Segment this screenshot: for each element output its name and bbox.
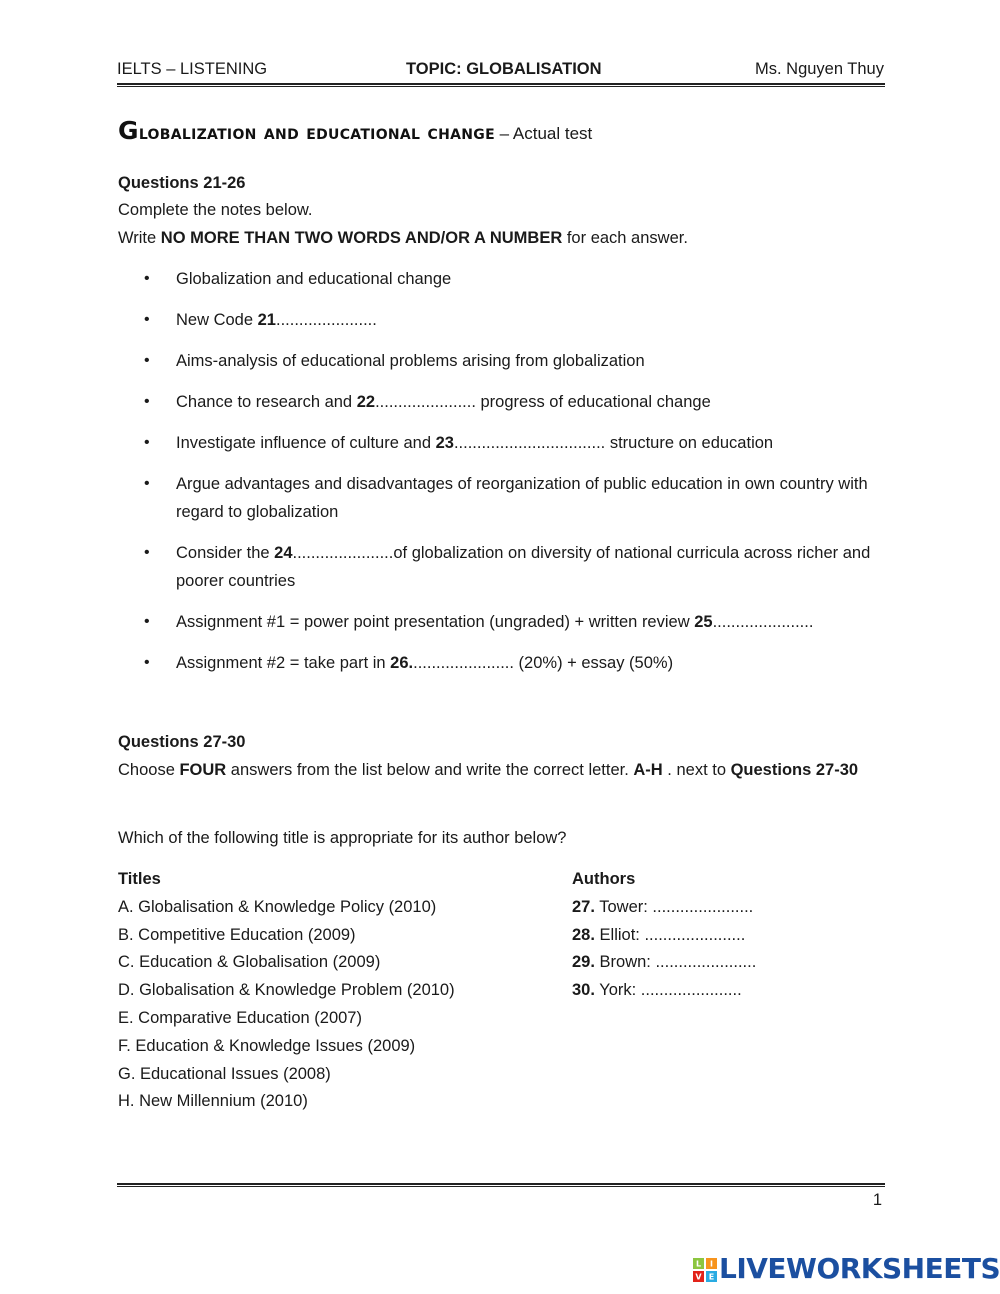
title-option: H. New Millennium (2010) [118,1092,308,1111]
titles-list [118,866,455,1116]
write-limit: NO MORE THAN TWO WORDS AND/OR A NUMBER [160,229,563,247]
authors-list [572,866,756,1005]
list-item [118,347,888,375]
note-text: Assignment #2 = take part in [176,654,391,672]
instr-bold: FOUR [179,761,227,779]
notes-list [118,265,888,690]
title-rest: lobalization and educational change [138,120,495,144]
write-suffix: for each answer. [562,229,688,247]
title-main [118,116,495,145]
note-text: Chance to research and [176,393,357,411]
title-initial: G [118,116,139,145]
note-text: Argue advantages and disadvantages of reorganization of public education in own country with regard to globalization [176,475,868,521]
page-number: 1 [872,1191,882,1209]
section1-instruction: Complete the notes below. [118,201,313,219]
author-row [572,922,756,950]
question-number: 29. [572,953,595,972]
author-row [572,977,756,1005]
list-item [118,649,888,677]
list-item [118,306,888,334]
page-header [117,60,884,82]
author-row [572,949,756,977]
author-answer-blank[interactable]: Tower: ...................... [594,897,754,916]
question-number: 22 [356,393,376,411]
page-title [118,116,592,145]
question-number: 30. [572,981,595,1000]
liveworksheets-wordmark: LIVEWORKSHEETS [719,1252,1000,1285]
answer-blank[interactable]: ...................... [712,613,814,631]
title-suffix: – Actual test [494,124,593,143]
note-text: Assignment #1 = power point presentation (ungraded) + written review [176,613,695,631]
instr-text: . next to [662,761,731,779]
instr-bold: A-H [633,761,663,779]
section1-word-limit [118,225,688,253]
svg-text:I: I [710,1259,713,1269]
author-answer-blank[interactable]: Elliot: ...................... [594,925,746,944]
note-text: Globalization and educational change [176,270,452,288]
question-number: 28. [572,925,595,944]
header-topic: TOPIC: GLOBALISATION [406,60,602,78]
question-number: 26. [390,654,414,672]
section2-heading: Questions 27-30 [118,733,246,751]
instr-text: answers from the list below and write the correct letter. [226,761,634,779]
section2-question: Which of the following title is appropriate for its author below? [118,829,567,847]
svg-text:L: L [695,1259,702,1269]
write-prefix: Write [118,229,161,247]
section1-heading: Questions 21-26 [118,174,246,192]
answer-blank[interactable]: ...................... progress of educational change [375,393,711,411]
list-item [118,388,888,416]
list-item [118,470,888,526]
note-text: New Code [176,311,258,329]
answer-blank[interactable]: ......................of globalization on diversity of national curricula across richer and poorer countries [176,544,871,590]
note-text: Aims-analysis of educational problems arising from globalization [176,352,645,370]
list-item [118,429,888,457]
author-answer-blank[interactable]: Brown: ...................... [594,953,757,972]
question-number: 25 [694,613,713,631]
authors-heading: Authors [572,870,636,888]
titles-heading: Titles [118,870,161,888]
answer-blank[interactable]: ...................... [275,311,377,329]
title-option: B. Competitive Education (2009) [118,925,356,944]
note-text: Consider the [176,544,275,562]
question-number: 21 [257,311,276,329]
question-number: 24 [274,544,293,562]
section2-instruction [118,757,886,785]
answer-blank[interactable]: ................................. structure on education [453,434,774,452]
liveworksheets-grid-icon [693,1258,717,1282]
instr-text: Choose [118,761,180,779]
header-subject: IELTS – LISTENING [117,60,268,78]
svg-text:E: E [708,1272,715,1282]
list-item [118,608,888,636]
list-item [118,539,888,595]
instr-bold: Questions 27-30 [730,761,859,779]
title-option: E. Comparative Education (2007) [118,1008,362,1027]
note-text: Investigate influence of culture and [176,434,436,452]
title-option: C. Education & Globalisation (2009) [118,953,381,972]
title-option: D. Globalisation & Knowledge Problem (2010) [118,981,455,1000]
list-item [118,265,888,293]
title-option: G. Educational Issues (2008) [118,1064,331,1083]
answer-blank[interactable]: ...................... (20%) + essay (50%) [413,654,674,672]
svg-text:V: V [695,1272,702,1282]
author-row [572,894,756,922]
author-answer-blank[interactable]: York: ...................... [594,981,742,1000]
question-number: 23 [435,434,454,452]
title-option: F. Education & Knowledge Issues (2009) [118,1036,416,1055]
title-option: A. Globalisation & Knowledge Policy (2010) [118,897,437,916]
header-teacher: Ms. Nguyen Thuy [754,60,884,78]
question-number: 27. [572,897,595,916]
header-divider [117,83,885,87]
footer-divider [117,1183,885,1187]
